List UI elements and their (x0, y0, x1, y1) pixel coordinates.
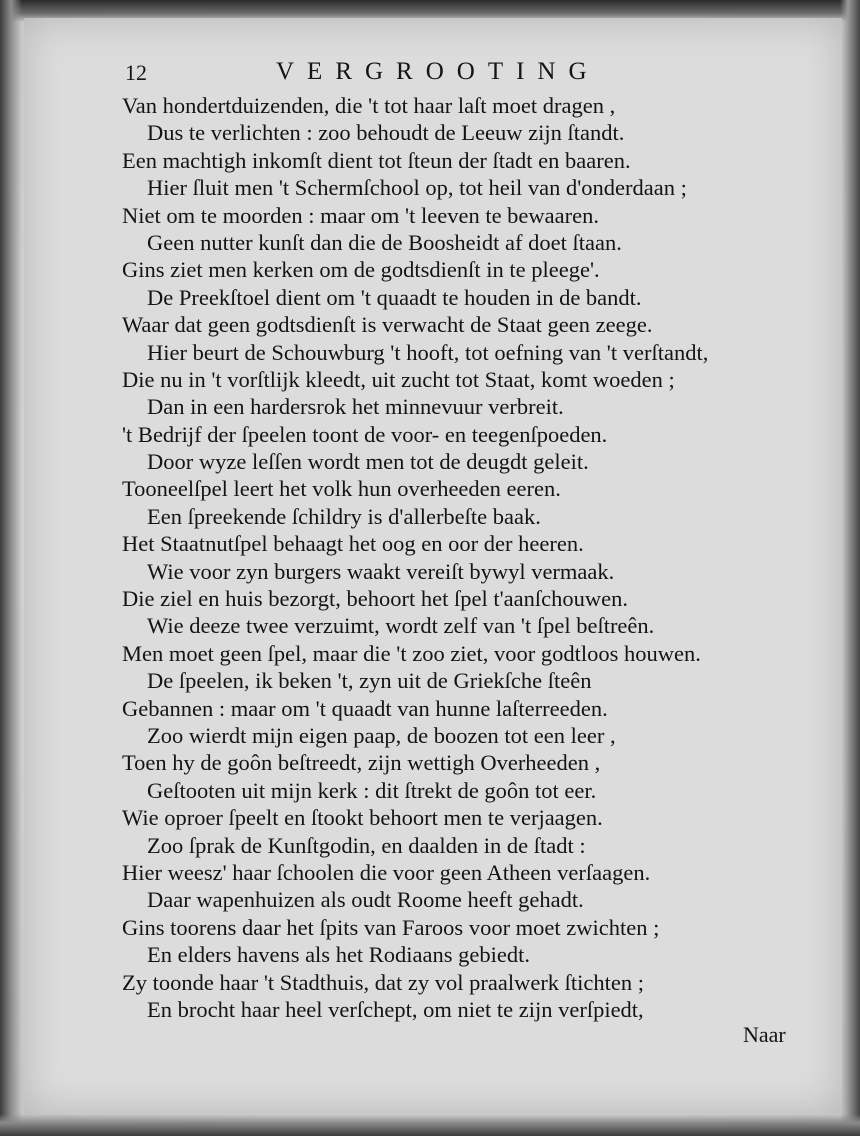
verse-line: Een ſpreekende ſchildry is d'allerbeſte baak. (147, 503, 541, 529)
verse-line: Wie oproer ſpeelt en ſtookt behoort men te verjaagen. (122, 805, 603, 831)
verse-line: Geſtooten uit mijn kerk : dit ſtrekt de goôn tot eer. (147, 777, 597, 803)
verse-line: Die nu in 't vorſtlijk kleedt, uit zucht tot Staat, komt woeden ; (122, 366, 675, 392)
verse-line: Men moet geen ſpel, maar die 't zoo ziet, voor godtloos houwen. (122, 640, 701, 666)
verse-line: Waar dat geen godtsdienſt is verwacht de Staat geen zeege. (122, 312, 653, 338)
verse-line: Hier weesz' haar ſchoolen die voor geen Atheen verſaagen. (122, 859, 651, 885)
verse-line: Hier ſluit men 't Schermſchool op, tot heil van d'onderdaan ; (147, 175, 687, 201)
verse-line: Tooneelſpel leert het volk hun overheeden eeren. (122, 476, 561, 502)
page-number: 12 (125, 60, 147, 85)
bottom-page-edge (0, 1114, 860, 1136)
verse-line: 't Bedrijf der ſpeelen toont de voor- en teegenſpoeden. (122, 421, 608, 447)
verse-line: Geen nutter kunſt dan die de Boosheidt af doet ſtaan. (147, 229, 622, 255)
verse-line: Door wyze leſſen wordt men tot de deugdt geleit. (147, 449, 589, 475)
verse-line: Die ziel en huis bezorgt, behoort het ſpel t'aanſchouwen. (122, 586, 628, 612)
verse-line: En elders havens als het Rodiaans gebiedt. (147, 942, 531, 968)
poem-text (0, 92, 860, 1023)
verse-line: Toen hy de goôn beſtreedt, zijn wettigh Overheeden , (122, 750, 601, 776)
verse-line: Gebannen : maar om 't quaadt van hunne laſterreeden. (122, 695, 608, 721)
verse-line: Een machtigh inkomſt dient tot ſteun der ſtadt en baaren. (122, 147, 631, 173)
verse-line: Dan in een hardersrok het minnevuur verbreit. (147, 394, 564, 420)
verse-line: Gins ziet men kerken om de godtsdienſt in te pleege'. (122, 257, 600, 283)
verse-line: Gins toorens daar het ſpits van Faroos voor moet zwichten ; (122, 914, 660, 940)
verse-line: De ſpeelen, ik beken 't, zyn uit de Griekſche ſteên (147, 668, 592, 694)
verse-line: Wie deeze twee verzuimt, wordt zelf van 't ſpel beſtreên. (147, 613, 655, 639)
verse-line: Van hondertduizenden, die 't tot haar laſt moet dragen , (122, 93, 616, 118)
verse-line: Zoo ſprak de Kunſtgodin, en daalden in de ſtadt : (147, 832, 586, 858)
verse-line: Zy toonde haar 't Stadthuis, dat zy vol praalwerk ſtichten ; (122, 969, 645, 995)
running-head: VERGROOTING (276, 58, 600, 85)
verse-line: Het Staatnutſpel behaagt het oog en oor der heeren. (122, 531, 584, 557)
verse-line: De Preekſtoel dient om 't quaadt te houden in de bandt. (147, 284, 642, 310)
verse-line: Daar wapenhuizen als oudt Roome heeft gehadt. (147, 887, 584, 913)
verse-line: Zoo wierdt mijn eigen paap, de boozen tot een leer , (147, 722, 616, 748)
verse-line: Dus te verlichten : zoo behoudt de Leeuw zijn ſtandt. (147, 120, 625, 146)
verse-line: Niet om te moorden : maar om 't leeven te bewaaren. (122, 202, 599, 228)
verse-line: Wie voor zyn burgers waakt vereiſt bywyl vermaak. (147, 558, 615, 584)
catchword: Naar (743, 1022, 786, 1047)
verse-line: Hier beurt de Schouwburg 't hooft, tot oefning van 't verſtandt, (147, 339, 709, 365)
verse-line: En brocht haar heel verſchept, om niet te zijn verſpiedt, (147, 996, 644, 1022)
